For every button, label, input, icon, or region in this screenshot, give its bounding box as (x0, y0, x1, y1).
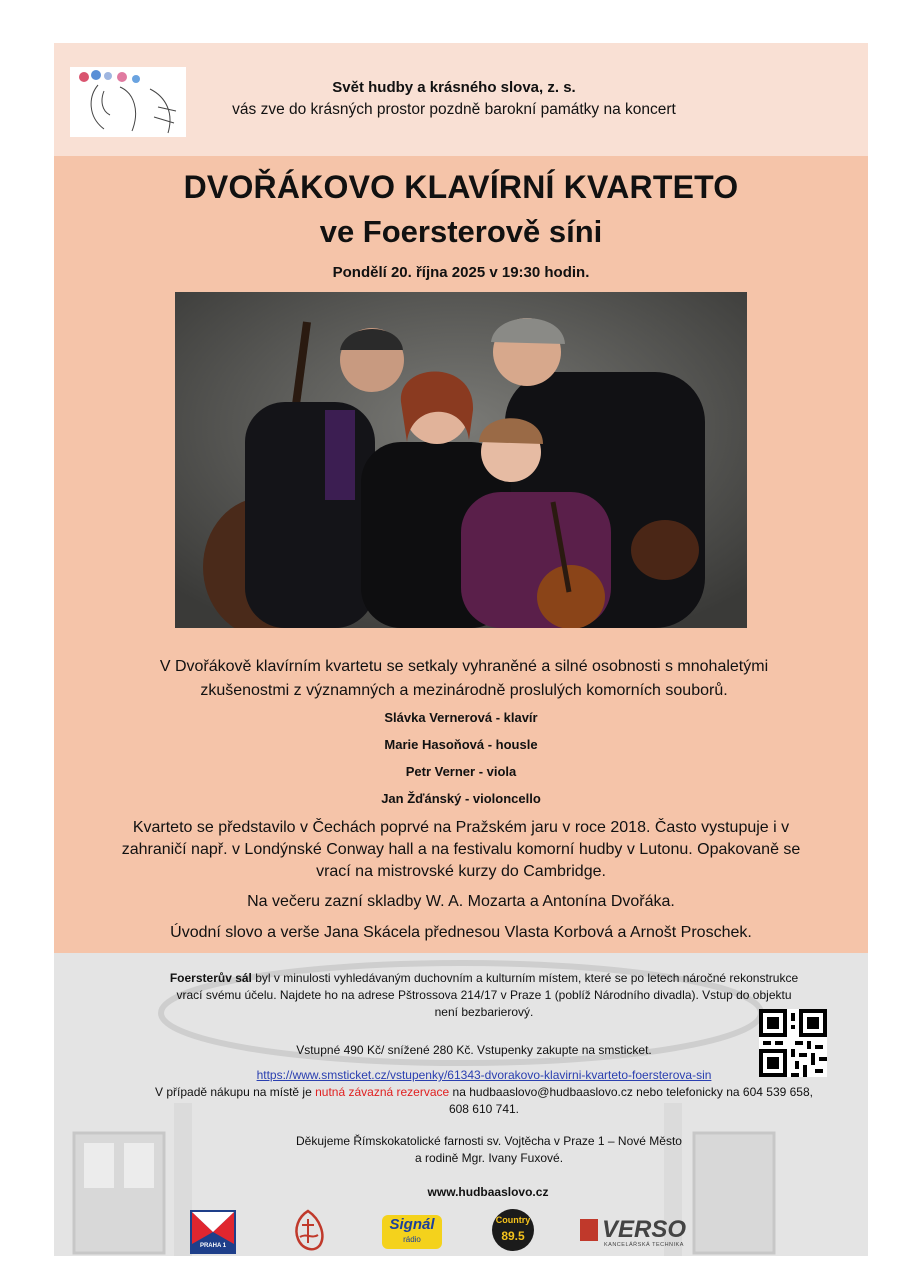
thanks-line-2: a rodině Mgr. Ivany Fuxové. (414, 1151, 564, 1165)
intro-paragraph: V Dvořákově klavírním kvartetu se setkaly vyhraněné a silné osobnosti s mnohaletými zkušenostmi z významných a mezinárodně proslulých komorních souborů. (159, 658, 769, 699)
verso-label: VERSO (602, 1216, 687, 1243)
signal-sub-label: rádio (403, 1235, 421, 1244)
event-title: DVOŘÁKOVO KLAVÍRNÍ KVARTETO (183, 169, 739, 205)
reservation-contact: na hudbaaslovo@hudbaaslovo.cz nebo telefonicky na 604 539 658, (449, 1085, 813, 1099)
member-viola: Petr Verner - viola (405, 764, 517, 779)
ticket-link[interactable]: https://www.smsticket.cz/vstupenky/61343-dvorakovo-klavirni-kvarteto-foersterova-sin (256, 1068, 712, 1082)
organization-name: Svět hudby a krásného slova, z. s. (332, 79, 576, 96)
event-venue-title: ve Foersterově síni (319, 214, 603, 249)
signal-label: Signál (389, 1216, 435, 1233)
member-cello: Jan Žďánský - violoncello (381, 791, 541, 806)
reservation-phone: 608 610 741. (448, 1102, 520, 1116)
ticket-prices: Vstupné 490 Kč/ snížené 280 Kč. Vstupenky zakupte na smsticket. (296, 1043, 652, 1057)
history-paragraph: Kvarteto se představilo v Čechách poprvé na Pražském jaru v roce 2018. Často vystupuje i v zahraničí např. v Londýnské Conway hall a na festivalu komorní hudby v Lutonu. Opakovaně se vrací na mistrovské kurzy do Cambridge. (121, 819, 801, 880)
venue-paragraph (164, 970, 804, 1021)
praha1-label: PRAHA 1 (199, 1243, 227, 1249)
event-date: Pondělí 20. října 2025 v 19:30 hodin. (332, 264, 590, 281)
praha1-logo (190, 1210, 236, 1254)
country-radio-logo (492, 1209, 534, 1251)
reservation-warning: nutná závazná rezervace (315, 1085, 450, 1099)
venue-description: byl v minulosti vyhledávaným duchovním a kulturním místem, které se po letech náročné rekonstrukce vrací svému účelu. Najdete ho na adrese Pštrossova 214/17 v Praze 1 (poblíž Národního divadla). Vstup do objektu není bezbarierový. (176, 971, 799, 1019)
thanks-line-1: Děkujeme Římskokatolické farnosti sv. Vojtěcha v Praze 1 – Nové Město (296, 1134, 682, 1148)
poster (54, 43, 868, 1256)
venue-name: Foersterův sál (169, 971, 252, 985)
country-frequency: 89.5 (501, 1229, 525, 1243)
organization-logo (70, 67, 186, 137)
member-violin: Marie Hasoňová - housle (384, 737, 538, 752)
website-link[interactable]: www.hudbaaslovo.cz (427, 1185, 549, 1199)
reservation-note (114, 1084, 854, 1101)
verso-logo (580, 1217, 702, 1251)
country-label: Country (495, 1215, 531, 1225)
verso-sub-label: KANCELÁŘSKÁ TECHNIKA (604, 1242, 684, 1248)
signal-radio-logo (382, 1215, 442, 1249)
quartet-photo (175, 292, 747, 628)
member-piano: Slávka Vernerová - klavír (384, 710, 538, 725)
invitation-text: vás zve do krásných prostor pozdně barokní památky na koncert (232, 101, 676, 118)
program-paragraph: Na večeru zazní skladby W. A. Mozarta a Antonína Dvořáka. (247, 893, 675, 910)
qr-code[interactable] (759, 1009, 827, 1077)
speakers-paragraph: Úvodní slovo a verše Jana Skácela přednesou Vlasta Korbová a Arnošt Proschek. (170, 924, 752, 941)
parish-logo (290, 1209, 326, 1255)
reservation-prefix: V případě nákupu na místě je (155, 1085, 316, 1099)
verso-mark-icon (580, 1219, 598, 1241)
